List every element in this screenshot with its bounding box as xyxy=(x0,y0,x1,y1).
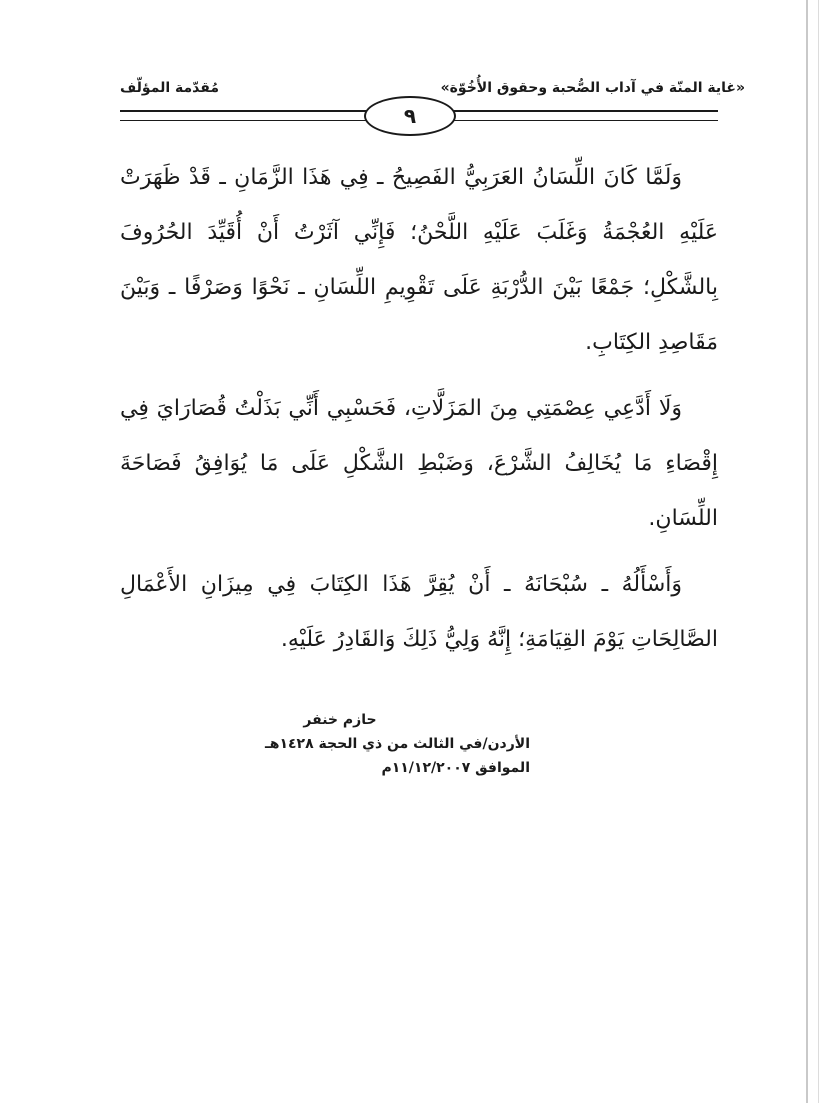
paragraph: وَلَا أَدَّعِي عِصْمَتِي مِنَ المَزَلَّاتِ، فَحَسْبِي أَنِّي بَذَلْتُ قُصَارَايَ فِي إِقْصَاءِ مَا يُخَالِفُ الشَّرْعَ، وَضَبْطِ الشَّكْلِ عَلَى مَا يُوَافِقُ فَصَاحَةَ اللِّسَانِ. xyxy=(120,396,718,531)
scan-edge-line xyxy=(806,0,808,1103)
paragraph: وَلَمَّا كَانَ اللِّسَانُ العَرَبِيُّ الفَصِيحُ ـ فِي هَذَا الزَّمَانِ ـ قَدْ ظَهَرَتْ عَلَيْهِ العُجْمَةُ وَغَلَبَ عَلَيْهِ اللَّحْنُ؛ فَإِنِّي آثَرْتُ أَنْ أُقَيِّدَ الحُرُوفَ بِالشَّكْلِ؛ جَمْعًا بَيْنَ الدُّرْبَةِ عَلَى تَقْوِيمِ اللِّسَانِ ـ نَحْوًا وَصَرْفًا ـ وَبَيْنَ مَقَاصِدِ الكِتَابِ. xyxy=(120,165,718,355)
paragraph: وَأَسْأَلُهُ ـ سُبْحَانَهُ ـ أَنْ يُقِرَّ هَذَا الكِتَابَ فِي مِيزَانِ الأَعْمَالِ الصَّالِحَاتِ يَوْمَ القِيَامَةِ؛ إِنَّهُ وَلِيُّ ذَلِكَ وَالقَادِرُ عَلَيْهِ. xyxy=(120,572,718,652)
date-gregorian: الموافق ١١/١٢/٢٠٠٧م xyxy=(381,760,530,776)
place-date-hijri: الأردن/في الثالث من ذي الحجة ١٤٢٨هـ xyxy=(264,736,530,752)
running-head-book-title: «غاية المنّة في آداب الصُّحبة وحقوق الأُخُوّة» xyxy=(440,80,745,96)
running-head-chapter-title: مُقدّمة المؤلّف xyxy=(120,80,220,96)
author-name: حازم خنفر xyxy=(303,712,377,728)
body-text xyxy=(120,150,718,678)
author-signature xyxy=(120,708,560,780)
page-number: ٩ xyxy=(364,96,456,136)
scan-edge-line xyxy=(818,0,819,1103)
